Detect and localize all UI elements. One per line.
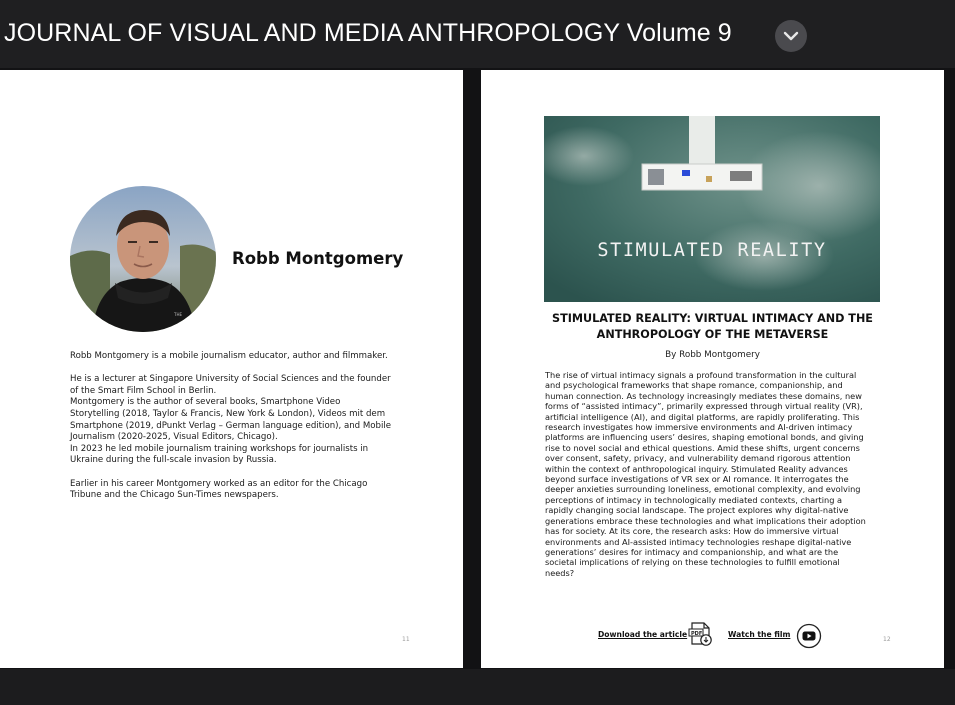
hero-caption: STIMULATED REALITY [597,240,827,261]
chevron-down-icon[interactable] [775,20,807,52]
bio-paragraph-2: He is a lecturer at Singapore University of Social Sciences and the founder of the Smart Film School in Berlin. Montgomery is the author of several books, Smartphone Video Storytelling (2018, Taylor & Francis, New York & London), Videos mit dem Smartphone (2019, dPunkt Verlag – German language edition), and Mobile Journalism (2020-2025, Visual Editors, Chicago). In 2023 he led mobile journalism training workshops for journalists in Ukraine during the full-scale invasion by Russia. [70,374,392,466]
author-bio [70,351,400,502]
page-number: 12 [883,636,891,643]
title-bar [0,0,955,68]
article-title: STIMULATED REALITY: VIRTUAL INTIMACY AND THE ANTHROPOLOGY OF THE METAVERSE [552,312,873,341]
document-title: JOURNAL OF VISUAL AND MEDIA ANTHROPOLOGY Volume 9 [4,19,732,47]
bio-paragraph-1: Robb Montgomery is a mobile journalism educator, author and filmmaker. [70,351,388,361]
author-photo [70,186,216,332]
page-right [481,70,944,668]
page-number: 11 [402,636,410,643]
watch-film-link[interactable]: Watch the film [728,630,791,639]
page-left [0,70,463,668]
pdf-download-icon[interactable] [687,621,715,652]
download-article-link[interactable]: Download the article [598,630,688,639]
article-abstract: The rise of virtual intimacy signals a profound transformation in the cultural and psychological frameworks that shape romance, companionship, and human connection. As technology increasingly mediates these domains, new forms of “assisted intimacy”, primarily expressed through virtual reality (VR), artificial intelligence (AI), and digital platforms, are rapidly proliferating. This research investigates how immersive environments and AI-driven intimacy platforms are influencing users’ desires, shaping emotional bonds, and giving rise to novel social and ethical questions. Amid these shifts, urgent concerns over consent, safety, privacy, and vulnerability demand rigorous attention within the context of anthropological inquiry. Stimulated Reality advances beyond surface investigations of VR sex or AI romance. It interrogates the deeper anxieties surrounding loneliness, emotional complexity, and evolving perceptions of intimacy in technologically mediated contexts, charting a rapidly changing social landscape. The project explores why digital-native generations embrace these technologies and what implications their adoption has for society. At its core, the research asks: How do immersive virtual environments and AI-assisted intimacy technologies reshape digital-native generations’ desires for intimacy and companionship, and what are the societal implications of relying on these technologies to fulfill emotional needs? [545,370,866,578]
pdf-badge: PDF [691,631,703,637]
bottom-bar [0,685,955,705]
bio-paragraph-3: Earlier in his career Montgomery worked as an editor for the Chicago Tribune and the Chicago Sun-Times newspapers. [70,478,368,501]
article-byline: By Robb Montgomery [665,350,760,360]
svg-text:THE: THE [174,312,182,317]
youtube-play-icon[interactable] [796,623,822,654]
author-name: Robb Montgomery [232,249,404,268]
article-hero-image [544,116,880,302]
